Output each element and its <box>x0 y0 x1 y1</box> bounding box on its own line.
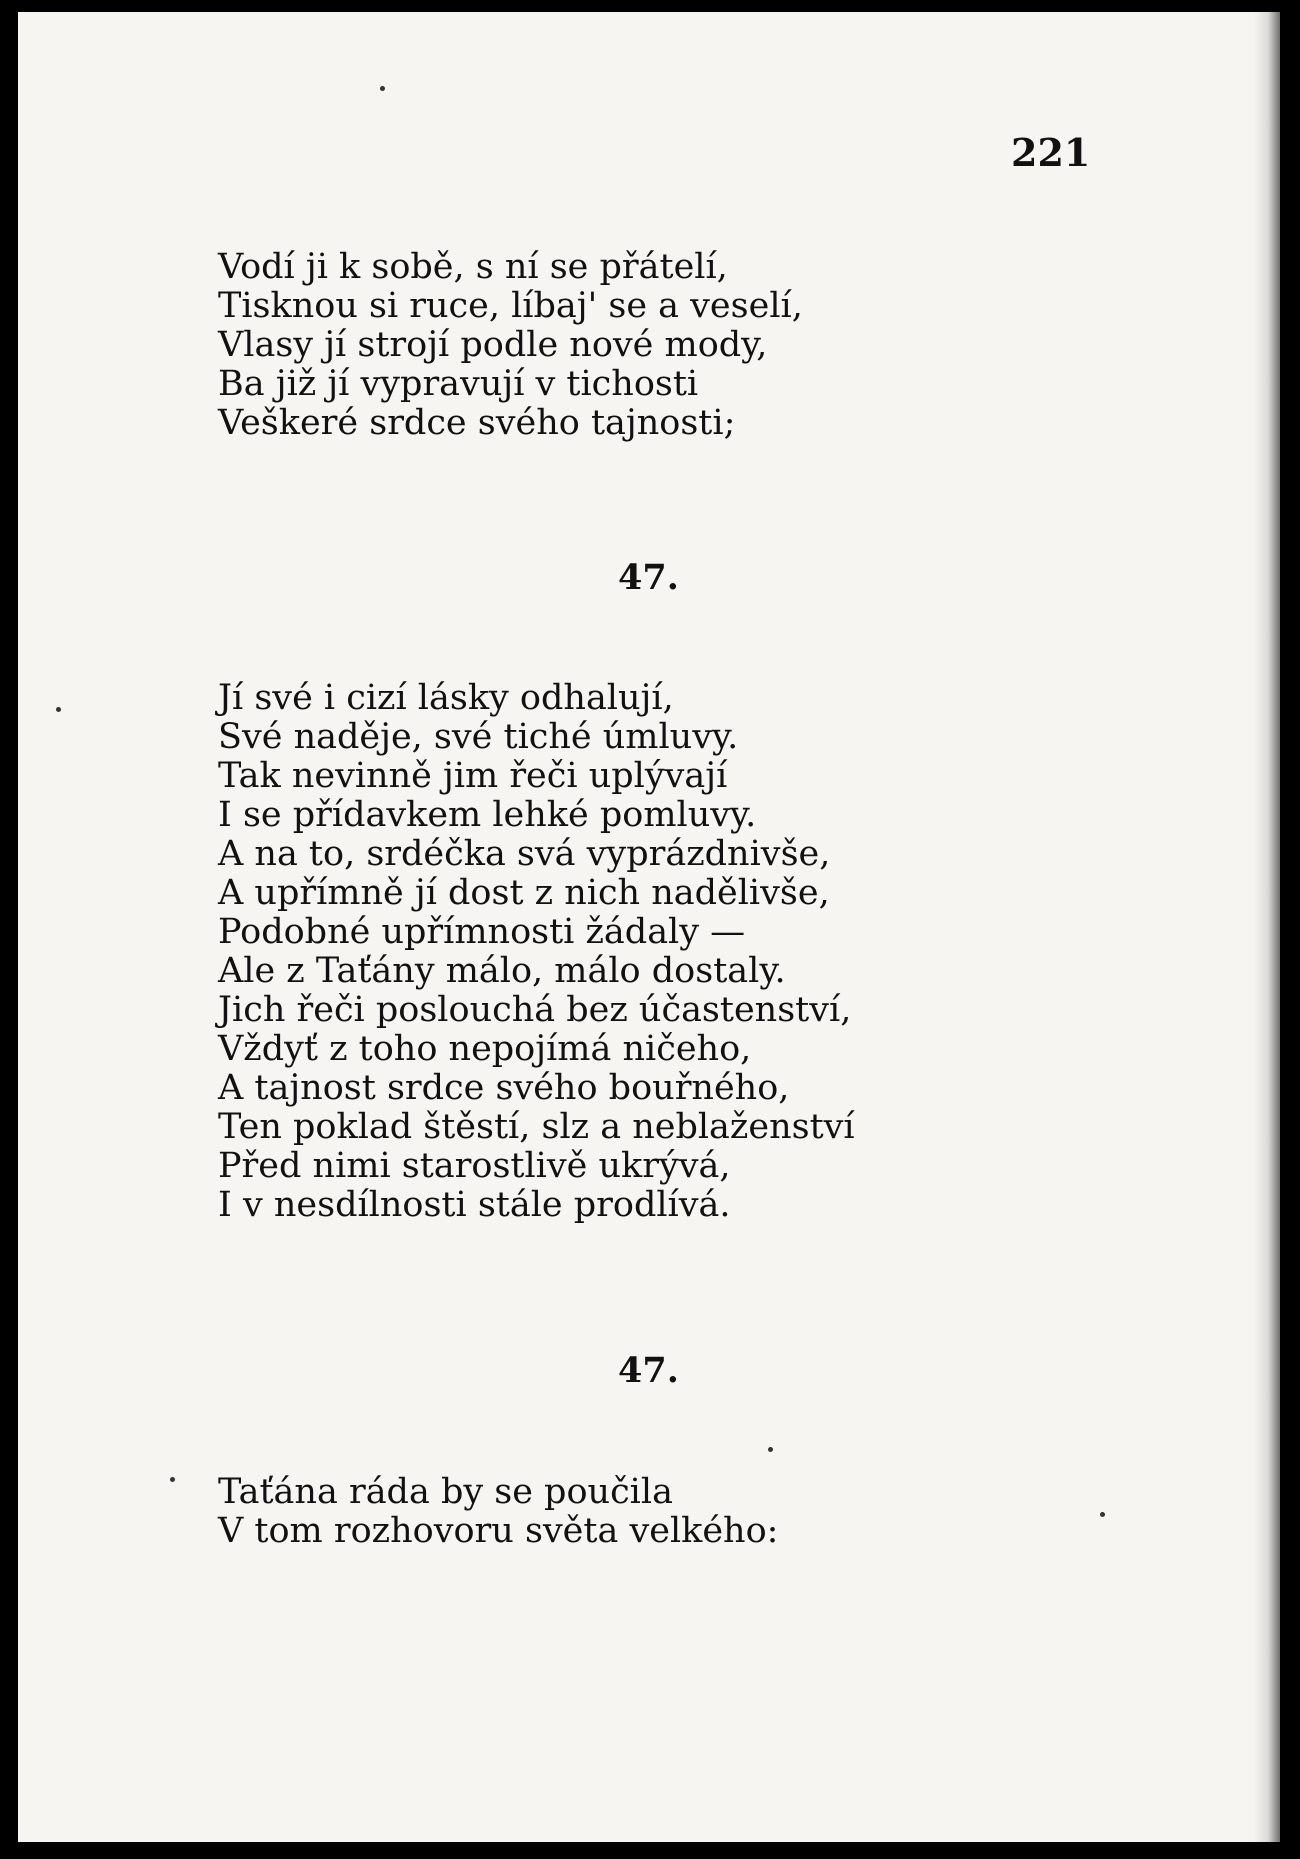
page-edge-shadow <box>1254 12 1280 1842</box>
verse-line: Vodí ji k sobě, s ní se přátelí, <box>218 247 728 287</box>
print-speck <box>1100 1512 1105 1517</box>
stanza-2 <box>218 679 855 1225</box>
verse-line: Jich řeči poslouchá bez účastenství, <box>218 990 852 1030</box>
stanza-3 <box>218 1473 778 1551</box>
verse-line: I v nesdílnosti stále prodlívá. <box>218 1185 731 1225</box>
verse-line: Ten poklad štěstí, slz a neblaženství <box>218 1107 855 1147</box>
verse-line: Tak nevinně jim řeči uplývají <box>218 756 728 796</box>
verse-line: A upřímně jí dost z nich nadělivše, <box>218 873 830 913</box>
verse-line: V tom rozhovoru světa velkého: <box>218 1511 779 1551</box>
verse-line: Vlasy jí strojí podle nové mody, <box>218 325 768 365</box>
verse-line: Tisknou si ruce, líbaj' se a veselí, <box>218 286 803 326</box>
verse-line: Ba již jí vypravují v tichosti <box>218 364 699 404</box>
verse-line: A tajnost srdce svého bouřného, <box>218 1068 790 1108</box>
print-speck <box>170 1477 175 1482</box>
print-speck <box>56 707 61 712</box>
verse-line: Jí své i cizí lásky odhalují, <box>218 678 674 718</box>
stanza-number-heading: 47. <box>618 557 679 598</box>
verse-line: Podobné upřímnosti žádaly — <box>218 912 746 952</box>
book-page <box>18 12 1280 1842</box>
print-speck <box>768 1447 773 1452</box>
stanza-number-heading: 47. <box>618 1350 679 1391</box>
verse-line: Vždyť z toho nepojímá ničeho, <box>218 1029 752 1069</box>
page-number: 221 <box>1011 130 1091 175</box>
verse-line: Před nimi starostlivě ukrývá, <box>218 1146 731 1186</box>
verse-line: Své naděje, své tiché úmluvy. <box>218 717 739 757</box>
print-speck <box>380 86 385 91</box>
stanza-1 <box>218 248 803 443</box>
verse-line: A na to, srdéčka svá vyprázdnivše, <box>218 834 831 874</box>
verse-line: Taťána ráda by se poučila <box>218 1472 673 1512</box>
verse-line: Ale z Taťány málo, málo dostaly. <box>218 951 786 991</box>
verse-line: I se přídavkem lehké pomluvy. <box>218 795 757 835</box>
verse-line: Veškeré srdce svého tajnosti; <box>218 403 736 443</box>
